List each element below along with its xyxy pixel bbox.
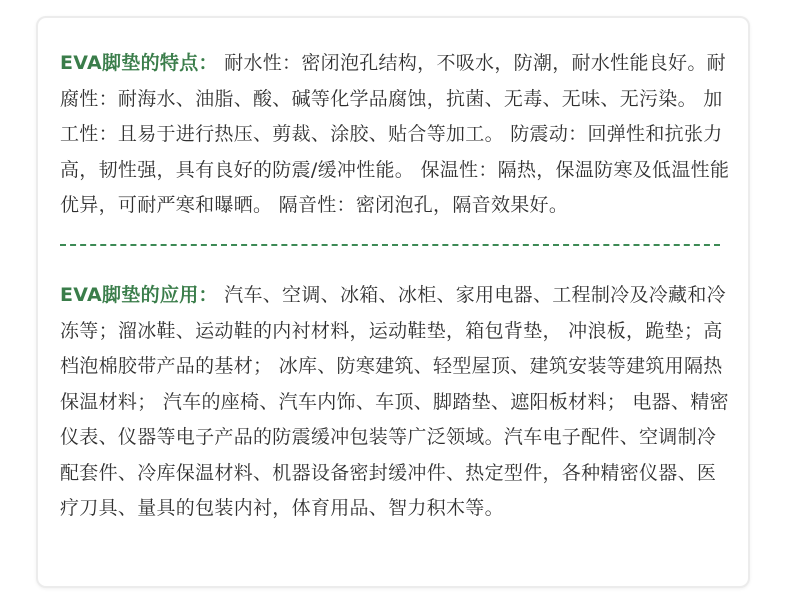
- dashed-divider: [60, 244, 720, 246]
- features-paragraph: [60, 46, 730, 224]
- features-text: 耐水性：密闭泡孔结构，不吸水，防潮，耐水性能良好。耐腐性：耐海水、油脂、酸、碱等化学品腐蚀，抗菌、无毒、无味、无污染。 加工性：且易于进行热压、剪裁、涂胶、贴合等加工。 防震动：回弹性和抗张力高，韧性强，具有良好的防震/缓冲性能。 保温性：隔热，保温防寒及低温性能优异，可耐严寒和曝晒。 隔音性：密闭泡孔，隔音效果好。: [60, 52, 730, 216]
- features-heading: EVA脚垫的特点：: [60, 52, 218, 74]
- applications-heading: EVA脚垫的应用：: [60, 284, 218, 306]
- applications-paragraph: [60, 278, 730, 527]
- content-card: [36, 16, 750, 588]
- applications-text: 汽车、空调、冰箱、冰柜、家用电器、工程制冷及冷藏和冷冻等；溜冰鞋、运动鞋的内衬材料，运动鞋垫，箱包背垫， 冲浪板，跪垫；高档泡棉胶带产品的基材； 冰库、防寒建筑、轻型屋顶、建筑安装等建筑用隔热保温材料； 汽车的座椅、汽车内饰、车顶、脚踏垫、遮阳板材料； 电器、精密仪表、仪器等电子产品的防震缓冲包装等广泛领域。汽车电子配件、空调制冷配套件、冷库保温材料、机器设备密封缓冲件、热定型件，各种精密仪器、医疗刀具、量具的包装内衬，体育用品、智力积木等。: [60, 284, 729, 519]
